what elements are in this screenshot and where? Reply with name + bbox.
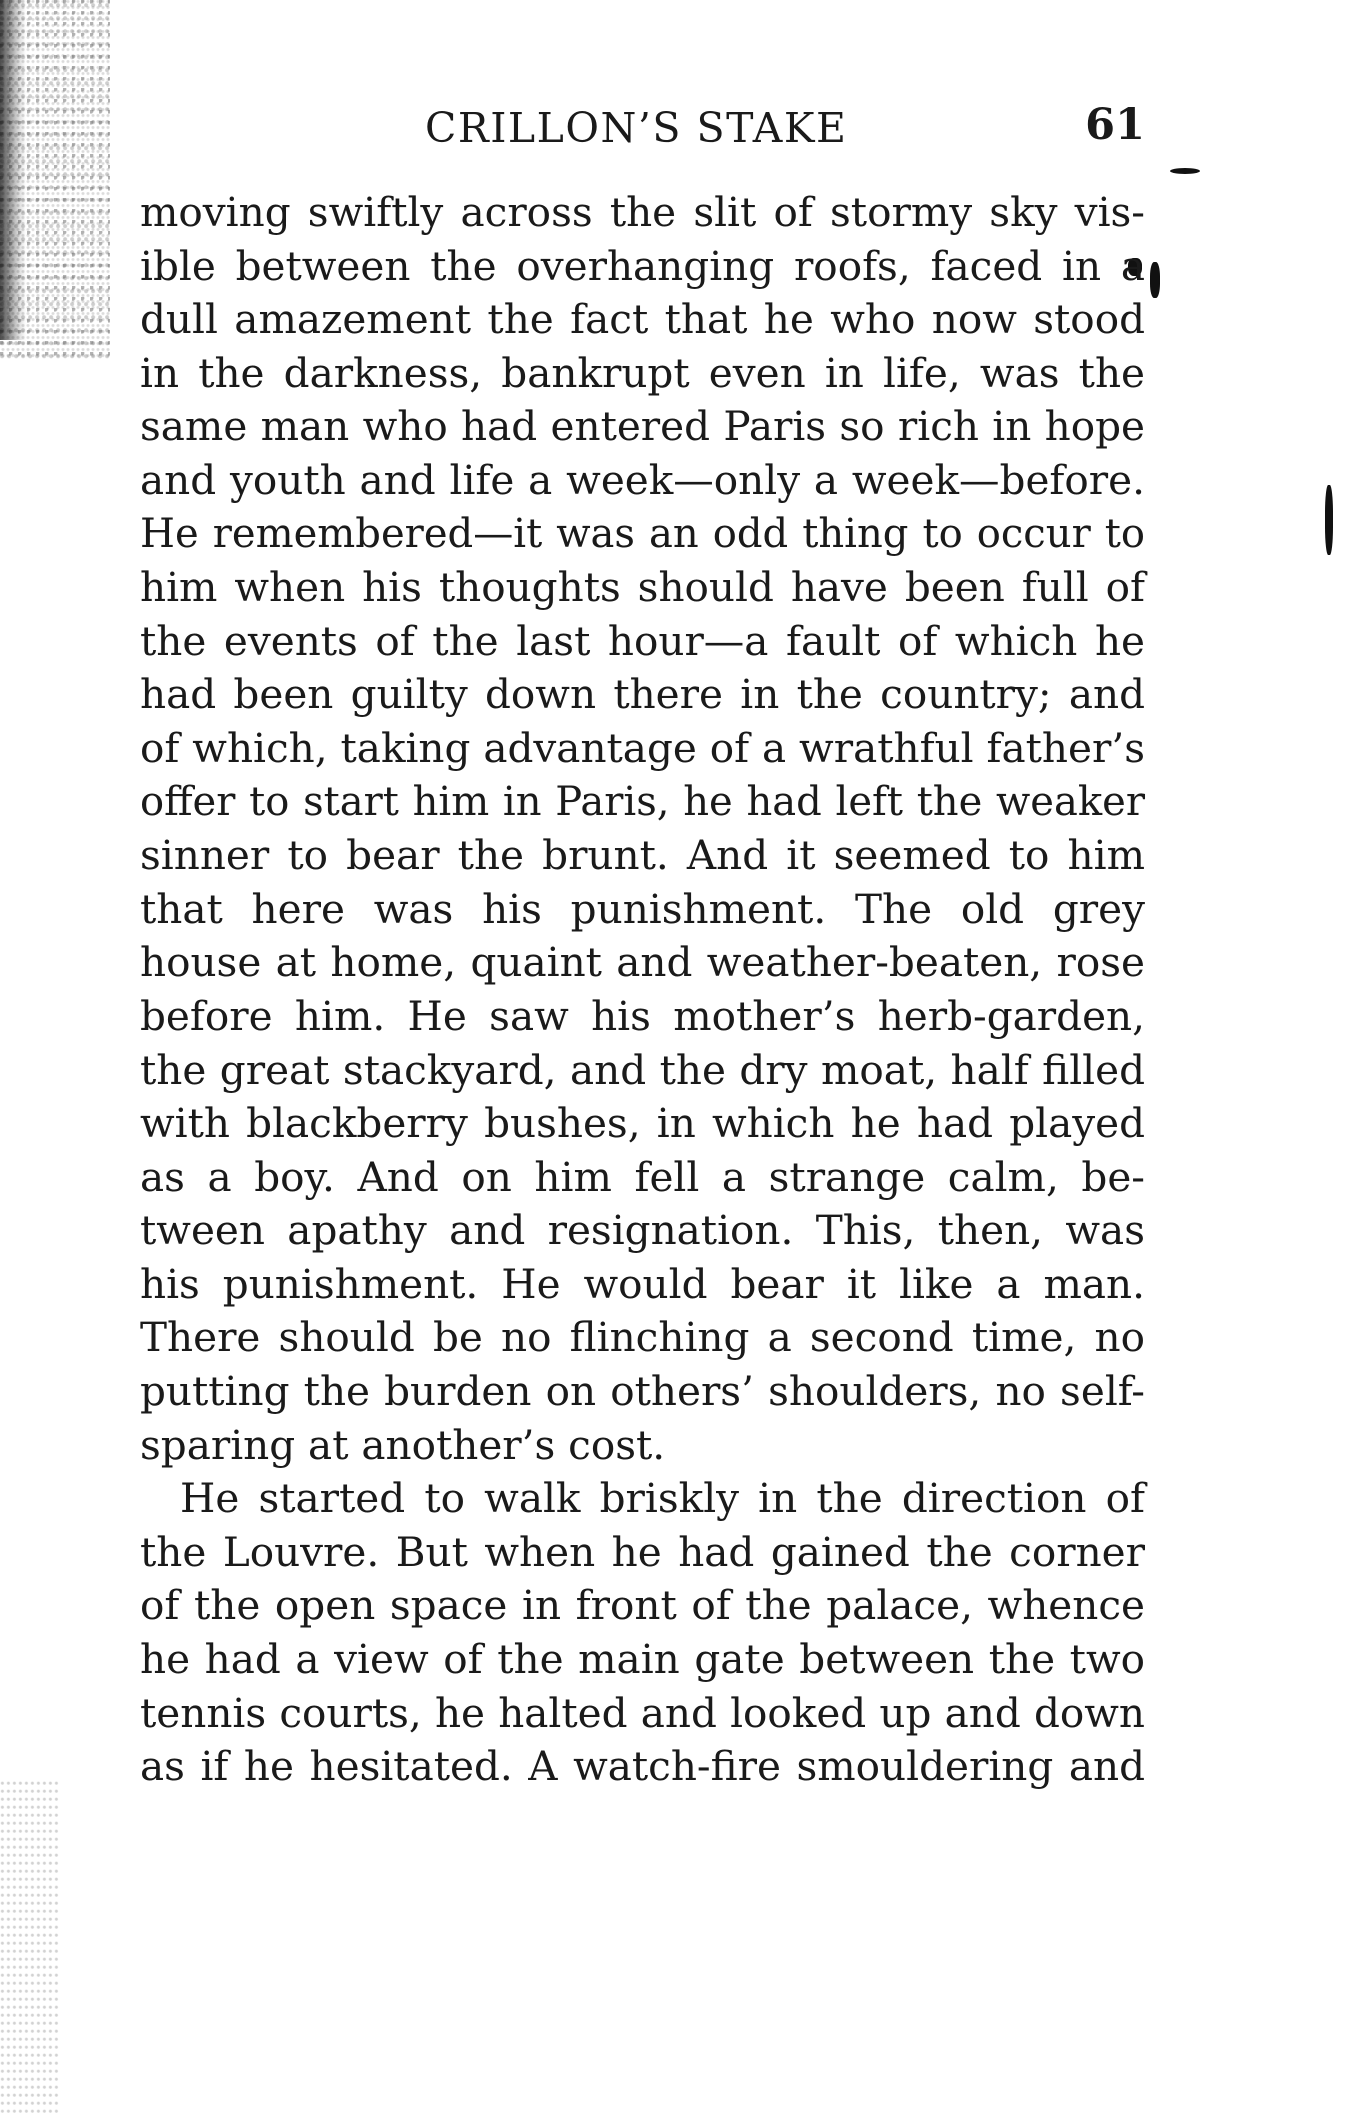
text-line: he had a view of the main gate between the two [140,1635,1145,1684]
text-line: his punishment. He would bear it like a man. [140,1259,1145,1308]
text-line: that here was his punishment. The old grey [140,884,1145,933]
text-line: moving swiftly across the slit of stormy sky vis- [140,188,1145,236]
text-line: had been guilty down there in the country; and [140,670,1145,719]
ink-blot [1150,262,1160,298]
ink-blot [1170,168,1200,174]
text-line: in the darkness, bankrupt even in life, was the [140,348,1145,397]
text-line: ible between the overhanging roofs, faced in a [140,241,1145,290]
text-line: as a boy. And on him fell a strange calm, be- [140,1152,1145,1201]
text-line: and youth and life a week—only a week—before. [140,455,1145,504]
text-line: tween apathy and resignation. This, then, was [140,1206,1145,1255]
text-line: as if he hesitated. A watch-fire smouldering and [140,1742,1145,1791]
text-line: of the open space in front of the palace, whence [140,1581,1145,1630]
text-line: He started to walk briskly in the direction of [180,1474,1145,1523]
text-line: There should be no flinching a second time, no [140,1313,1145,1362]
text-line: tennis courts, he halted and looked up and down [140,1688,1145,1737]
text-line: putting the burden on others’ shoulders, no self- [140,1367,1145,1416]
ink-blot [1325,485,1333,555]
text-line: him when his thoughts should have been full of [140,563,1145,612]
scan-shadow-edge [0,0,26,340]
text-line: offer to start him in Paris, he had left the weaker [140,778,1145,825]
text-line: sparing at another’s cost. [140,1420,666,1469]
text-line: He remembered—it was an odd thing to occur to [140,510,1145,557]
running-head: CRILLON’S STAKE [425,104,848,152]
text-line: house at home, quaint and weather-beaten, rose [140,938,1145,987]
text-line: same man who had entered Paris so rich in hope [140,402,1145,451]
text-line: the Louvre. But when he had gained the corner [140,1527,1145,1576]
text-line: sinner to bear the brunt. And it seemed to him [140,831,1145,880]
text-line: the great stackyard, and the dry moat, half filled [140,1045,1145,1094]
page-header [140,98,1145,158]
scan-artifact-bottom [0,1780,60,2116]
text-line: dull amazement the fact that he who now stood [140,295,1145,344]
text-line: with blackberry bushes, in which he had played [140,1099,1145,1148]
text-line: of which, taking advantage of a wrathful father’s [140,723,1145,772]
body-text [140,186,1145,1794]
text-line: the events of the last hour—a fault of which he [140,616,1145,665]
page-number: 61 [1085,100,1145,150]
text-line: before him. He saw his mother’s herb-garden, [140,991,1145,1040]
